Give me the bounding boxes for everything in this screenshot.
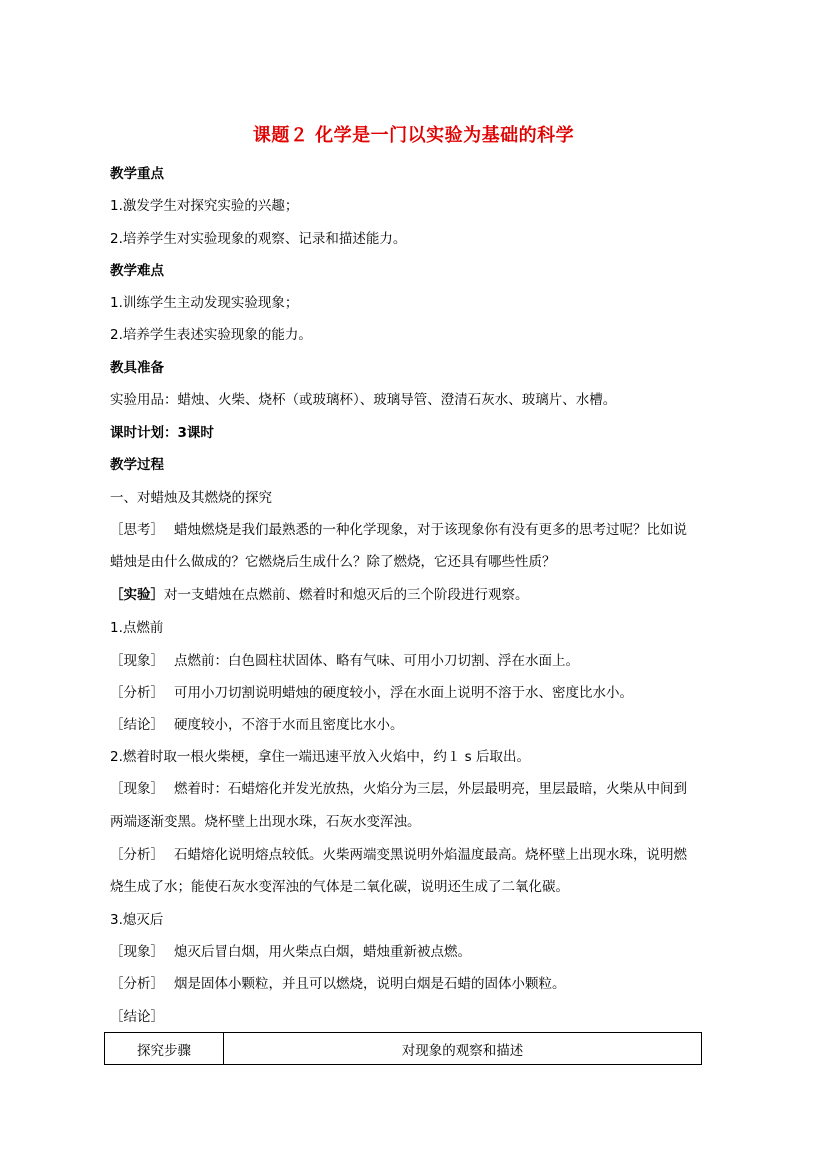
- conclusion-text: 硬度较小，不溶于水而且密度比水小。: [174, 717, 404, 733]
- stage-2-heading: 2.燃着时取一根火柴梗，拿住一端迅速平放入火焰中，约１ s 后取出。: [110, 749, 530, 765]
- stage-1-analysis: [110, 681, 633, 701]
- stage-3-analysis: [110, 972, 566, 992]
- analysis-text: 烟是固体小颗粒，并且可以燃烧，说明白烟是石蜡的固体小颗粒。: [174, 976, 566, 992]
- schedule: 课时计划：3课时: [110, 425, 214, 441]
- experiment-tag: ［实验］: [110, 587, 164, 603]
- stage-1-phenomenon: [110, 649, 579, 669]
- analysis-text-2: 烧生成了水；能使石灰水变浑浊的气体是二氧化碳，说明还生成了二氧化碳。: [110, 879, 569, 895]
- think-text-2: 蜡烛是由什么做成的？它燃烧后生成什么？除了燃烧，它还具有哪些性质？: [110, 554, 556, 570]
- conclusion-tag: ［结论］: [110, 717, 164, 733]
- stage-1-conclusion: [110, 713, 404, 733]
- focus-item-2: 2.培养学生对实验现象的观察、记录和描述能力。: [110, 231, 407, 247]
- experiment-paragraph: [110, 583, 529, 603]
- difficulty-item-2: 2.培养学生表述实验现象的能力。: [110, 327, 312, 343]
- difficulty-item-1: 1.训练学生主动发现实验现象；: [110, 295, 299, 311]
- stage-2-analysis: [110, 843, 687, 863]
- stage-3-heading: 3.熄灭后: [110, 912, 164, 928]
- phenomenon-tag: ［现象］: [110, 944, 164, 960]
- think-text-1: 蜡烛燃烧是我们最熟悉的一种化学现象，对于该现象你有没有更多的思考过呢？比如说: [174, 522, 687, 538]
- table-header-observation: 对现象的观察和描述: [224, 1033, 702, 1065]
- process-heading: 教学过程: [110, 457, 164, 473]
- stage-2-phenomenon: [110, 777, 687, 797]
- stage-1-heading: 1.点燃前: [110, 620, 164, 636]
- analysis-tag: ［分析］: [110, 847, 164, 863]
- analysis-tag: ［分析］: [110, 976, 164, 992]
- focus-heading: 教学重点: [110, 166, 164, 182]
- phenomenon-tag: ［现象］: [110, 781, 164, 797]
- phenomenon-text-1: 燃着时：石蜡熔化并发光放热，火焰分为三层，外层最明亮，里层最暗，火柴从中间到: [174, 781, 687, 797]
- analysis-text-1: 石蜡熔化说明熔点较低。火柴两端变黑说明外焰温度最高。烧杯壁上出现水珠，说明燃: [174, 847, 687, 863]
- observation-table: [104, 1032, 702, 1065]
- difficulty-heading: 教学难点: [110, 263, 164, 279]
- stage-3-conclusion-tag: ［结论］: [110, 1009, 164, 1025]
- table-header-row: [105, 1033, 702, 1065]
- think-paragraph-line-1: [110, 518, 687, 538]
- page-title: 课题２ 化学是一门以实验为基础的科学: [252, 125, 575, 146]
- phenomenon-text: 点燃前：白色圆柱状固体、略有气味、可用小刀切割、浮在水面上。: [174, 653, 579, 669]
- tools-heading: 教具准备: [110, 360, 164, 376]
- phenomenon-text: 熄灭后冒白烟，用火柴点白烟，蜡烛重新被点燃。: [174, 944, 471, 960]
- table-header-step: 探究步骤: [105, 1033, 224, 1065]
- focus-item-1: 1.激发学生对探究实验的兴趣；: [110, 198, 299, 214]
- think-tag: ［思考］: [110, 522, 164, 538]
- analysis-text: 可用小刀切割说明蜡烛的硬度较小，浮在水面上说明不溶于水、密度比水小。: [174, 685, 633, 701]
- phenomenon-text-2: 两端逐渐变黑。烧杯壁上出现水珠，石灰水变浑浊。: [110, 814, 421, 830]
- tools-text: 实验用品：蜡烛、火柴、烧杯（或玻璃杯）、玻璃导管、澄清石灰水、玻璃片、水槽。: [110, 392, 617, 408]
- phenomenon-tag: ［现象］: [110, 653, 164, 669]
- part-one-heading: 一、对蜡烛及其燃烧的探究: [110, 490, 272, 506]
- experiment-text: 对一支蜡烛在点燃前、燃着时和熄灭后的三个阶段进行观察。: [164, 587, 529, 603]
- stage-3-phenomenon: [110, 940, 471, 960]
- analysis-tag: ［分析］: [110, 685, 164, 701]
